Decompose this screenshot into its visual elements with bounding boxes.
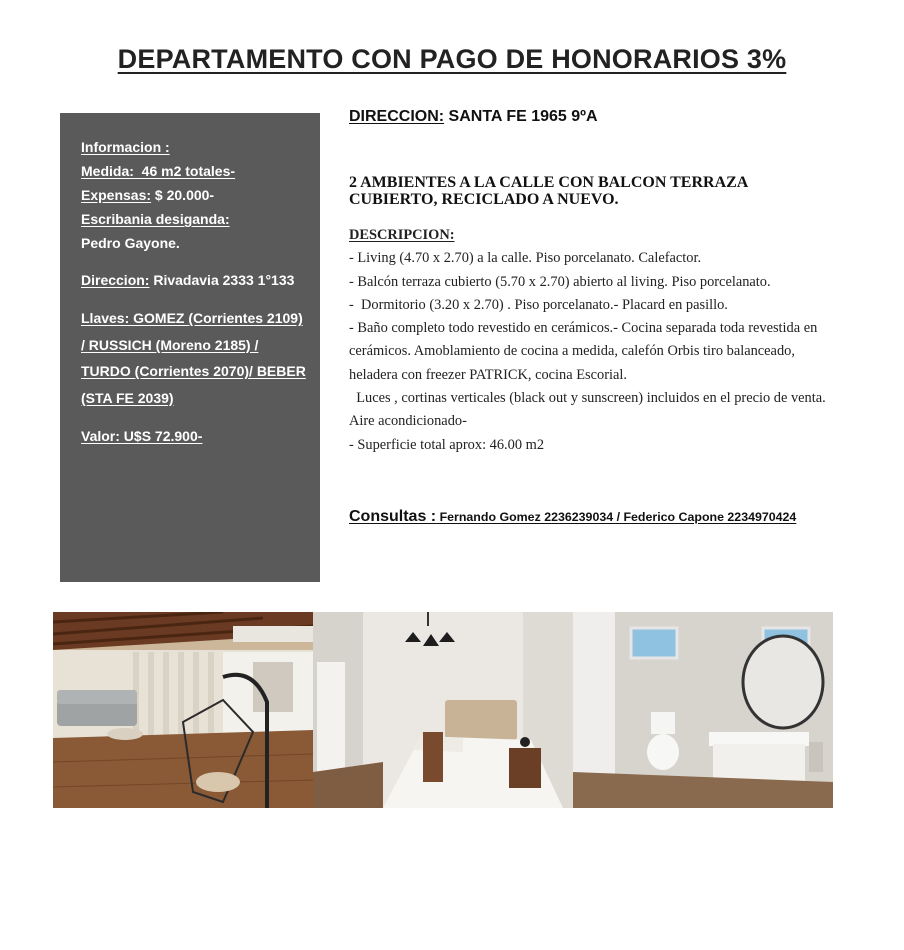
escribania-value: Pedro Gayone.	[81, 235, 180, 251]
contact-label: Consultas :	[349, 508, 437, 525]
escribania-label: Escribania desiganda:	[81, 211, 230, 227]
medida-label: Medida:	[81, 163, 134, 179]
description-line: - Living (4.70 x 2.70) a la calle. Piso porcelanato. Calefactor.	[349, 250, 702, 267]
expensas-value: $ 20.000-	[151, 187, 215, 203]
description-line: - Balcón terraza cubierto (5.70 x 2.70) abierto al living. Piso porcelanato.	[349, 273, 771, 290]
headline: 2 AMBIENTES A LA CALLE CON BALCON TERRAZA CUBIERTO, RECICLADO A NUEVO.	[349, 174, 748, 208]
description-heading: DESCRIPCION:	[349, 227, 455, 243]
address-label: DIRECCION:	[349, 108, 445, 125]
description-line: Luces , cortinas verticales (black out y sunscreen) incluidos en el precio de venta. Aire acondicionado-	[349, 390, 829, 430]
info-direccion	[81, 268, 308, 292]
info-box	[60, 113, 320, 582]
bathroom-photo	[573, 612, 833, 808]
contact	[349, 508, 796, 526]
medida-value: 46 m2 totales-	[133, 163, 236, 179]
photo-strip	[53, 612, 833, 808]
address	[349, 108, 598, 126]
direccion-label: Direccion:	[81, 272, 150, 288]
contact-value: Fernando Gomez 2236239034 / Federico Capone 2234970424	[436, 510, 797, 524]
expensas-label: Expensas:	[81, 187, 152, 203]
page-title: DEPARTAMENTO CON PAGO DE HONORARIOS 3%	[117, 44, 787, 74]
info-expensas	[81, 183, 308, 207]
living-photo	[53, 612, 313, 808]
info-heading: Informacion :	[81, 139, 170, 155]
info-llaves: Llaves: GOMEZ (Corrientes 2109) / RUSSICH (Moreno 2185) / TURDO (Corrientes 2070)/ BEBER (STA FE 2039)	[81, 310, 306, 406]
info-medida	[81, 159, 308, 183]
direccion-value: Rivadavia 2333 1°133	[149, 272, 295, 288]
address-value: SANTA FE 1965 9ºA	[444, 108, 598, 125]
info-valor: Valor: U$S 72.900-	[81, 428, 203, 444]
description-line: - Superficie total aprox: 46.00 m2	[349, 436, 545, 453]
description-line: - Baño completo todo revestido en cerámicos.- Cocina separada toda revestida en cerámicos. Amoblamiento de cocina a medida, calefón Orbis tiro balanceado, heladera con freezer PATRICK, cocina Escorial.	[349, 320, 818, 383]
description-line: - Dormitorio (3.20 x 2.70) . Piso porcelanato.- Placard en pasillo.	[349, 296, 728, 313]
bedroom-photo	[313, 612, 573, 808]
description	[349, 224, 869, 457]
